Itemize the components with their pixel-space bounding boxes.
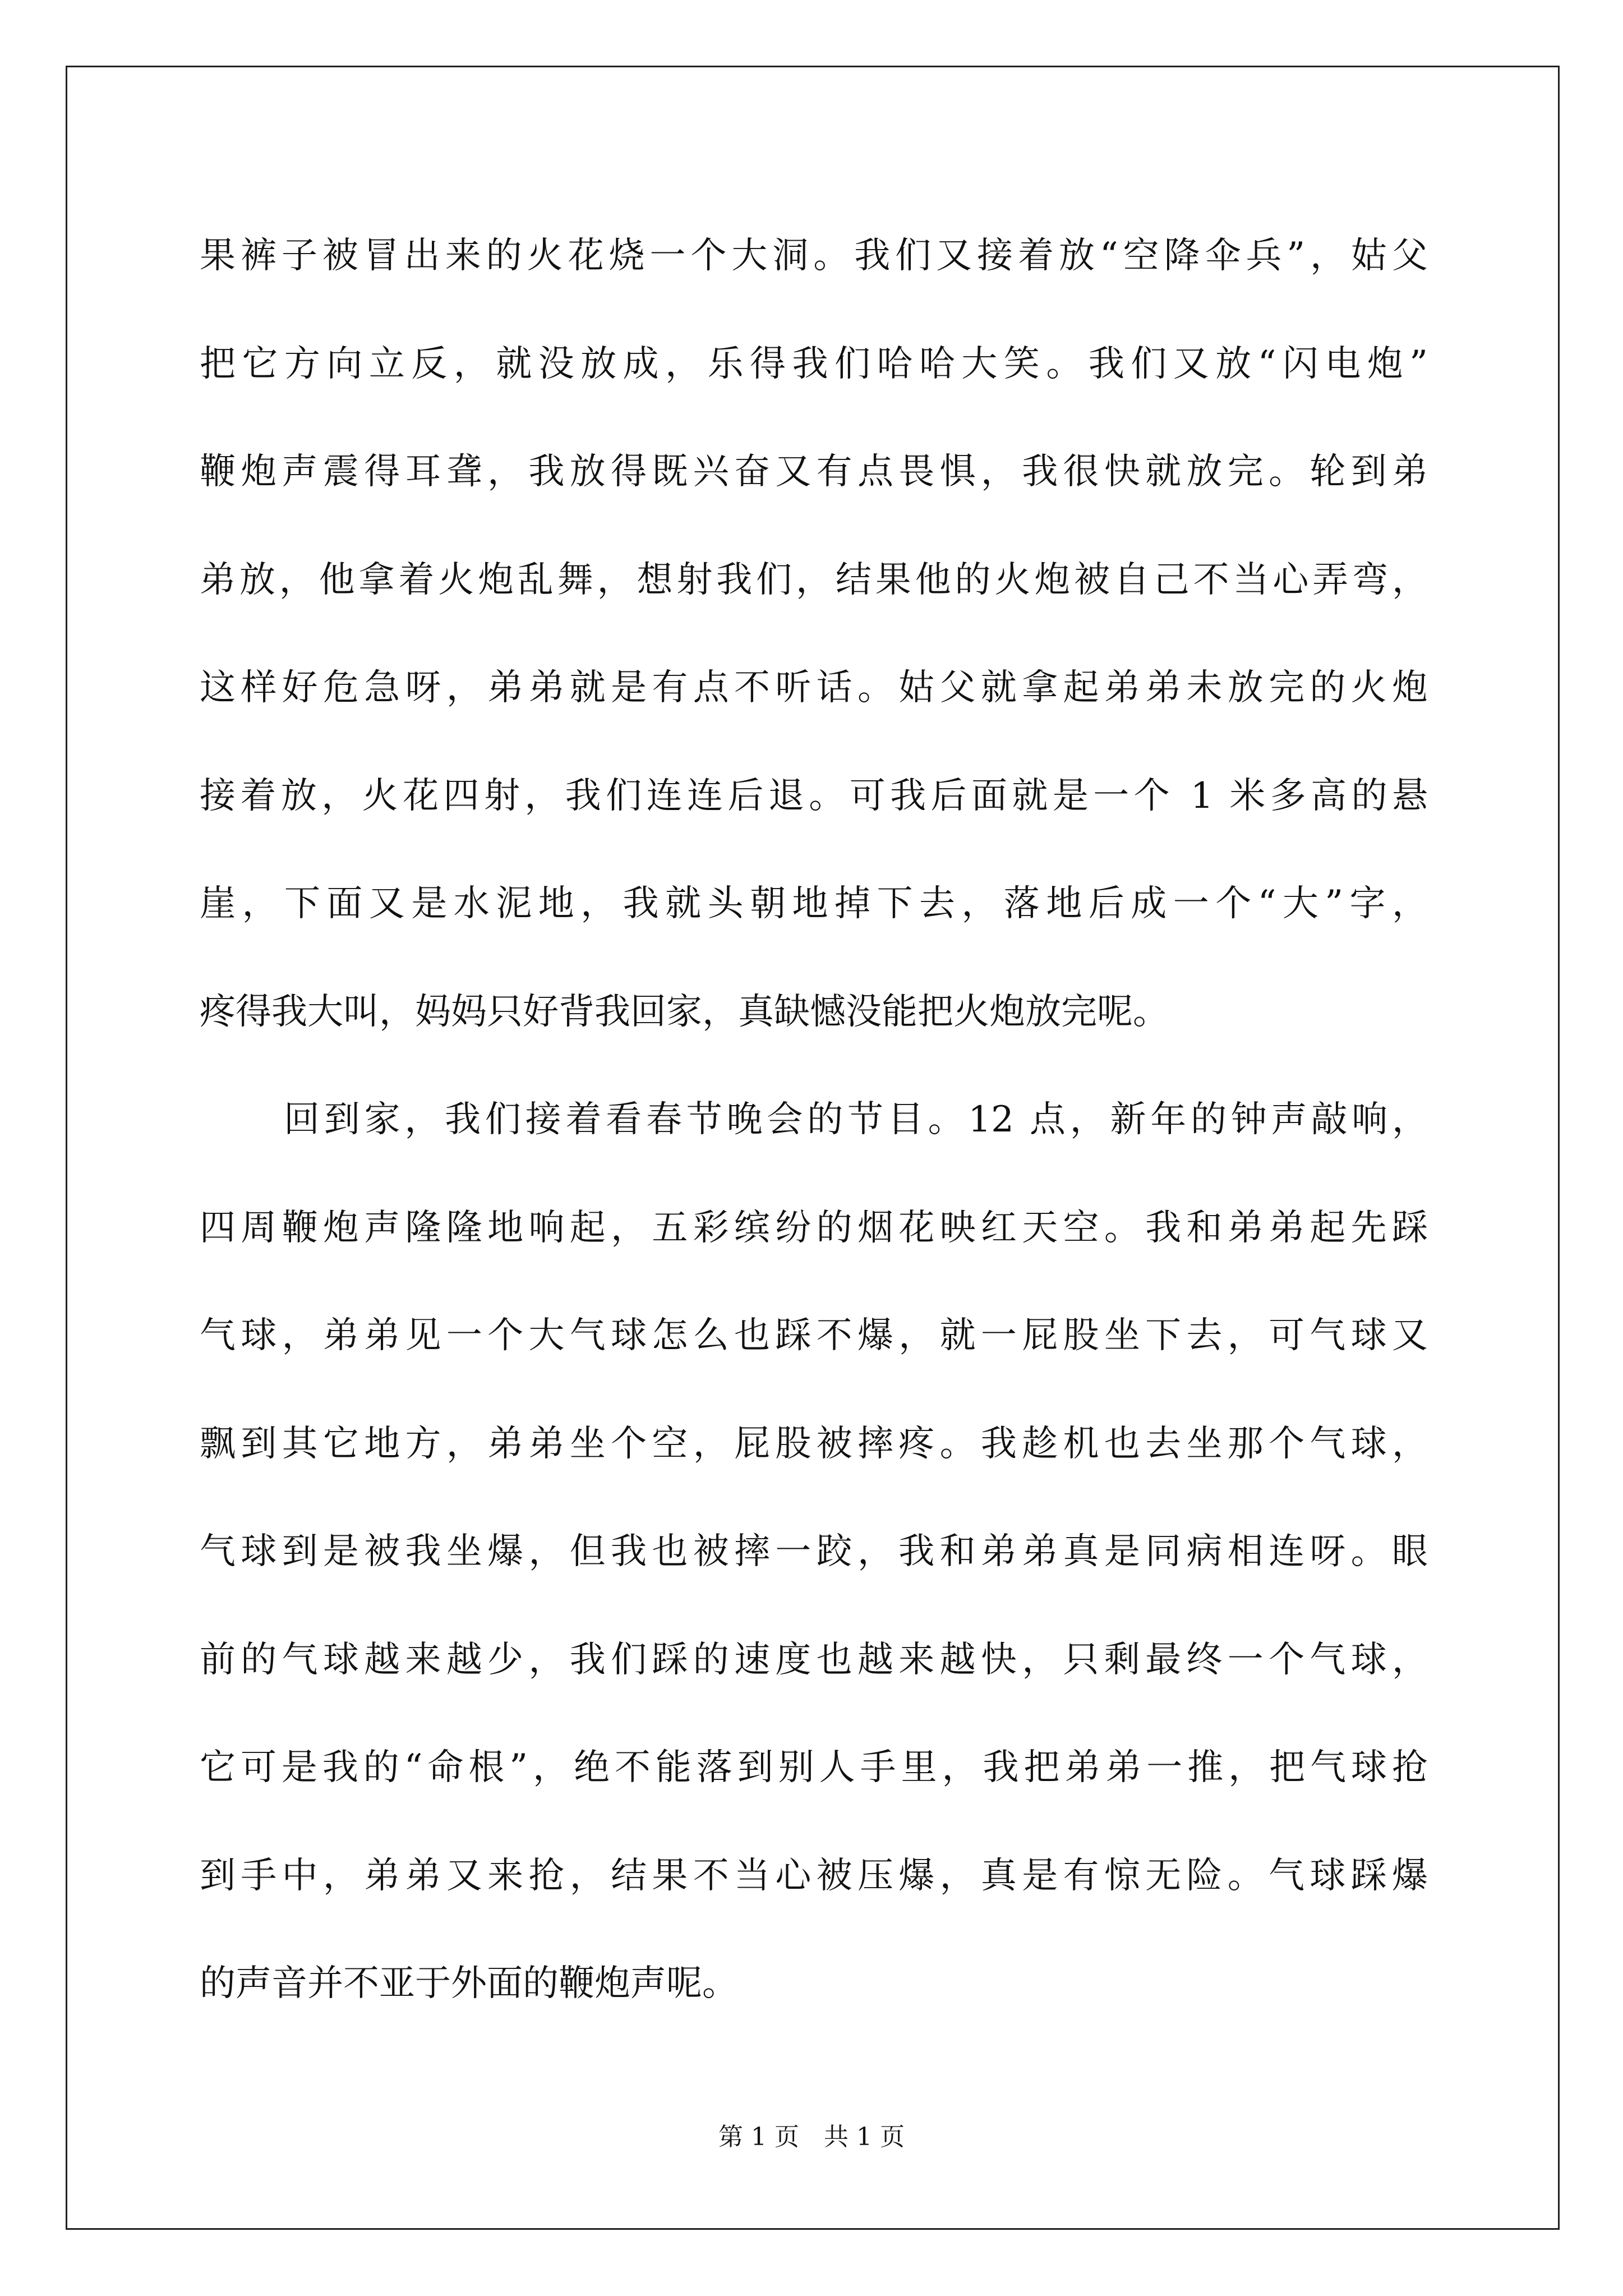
text-line: 回到家，我们接着看春节晚会的节目。12 点，新年的钟声敲响， — [284, 1099, 1428, 1140]
text-line: 飘到其它地方，弟弟坐个空，屁股被摔疼。我趁机也去坐那个气球， — [200, 1423, 1428, 1465]
text-line: 弟放，他拿着火炮乱舞，想射我们，结果他的火炮被自己不当心弄弯， — [200, 559, 1428, 601]
text-line: 果裤子被冒出来的火花烧一个大洞。我们又接着放“空降伞兵”，姑父 — [200, 235, 1428, 277]
text-line: 鞭炮声震得耳聋，我放得既兴奋又有点畏惧，我很快就放完。轮到弟 — [200, 451, 1428, 493]
text-line: 崖，下面又是水泥地，我就头朝地掉下去，落地后成一个“大”字， — [200, 883, 1428, 924]
text-line: 气球，弟弟见一个大气球怎么也踩不爆，就一屁股坐下去，可气球又 — [200, 1315, 1428, 1356]
paragraph-2 — [200, 1066, 1428, 2038]
text-line: 疼得我大叫，妈妈只好背我回家，真缺憾没能把火炮放完呢。 — [200, 991, 1169, 1033]
text-line: 接着放，火花四射，我们连连后退。可我后面就是一个 1 米多高的悬 — [200, 775, 1428, 817]
text-line: 气球到是被我坐爆，但我也被摔一跤，我和弟弟真是同病相连呀。眼 — [200, 1531, 1428, 1572]
document-body — [200, 202, 1428, 2038]
text-line: 的声音并不亚于外面的鞭炮声呢。 — [200, 1963, 738, 2004]
page-footer: 第 1 页 共 1 页 — [718, 2123, 905, 2151]
text-line: 前的气球越来越少，我们踩的速度也越来越快，只剩最终一个气球， — [200, 1639, 1428, 1681]
paragraph-1 — [200, 202, 1428, 1066]
text-line: 它可是我的“命根”，绝不能落到别人手里，我把弟弟一推，把气球抢 — [200, 1747, 1428, 1788]
text-line: 把它方向立反，就没放成，乐得我们哈哈大笑。我们又放“闪电炮” — [200, 343, 1428, 385]
text-line: 到手中，弟弟又来抢，结果不当心被压爆，真是有惊无险。气球踩爆 — [200, 1855, 1428, 1897]
text-line: 这样好危急呀，弟弟就是有点不听话。姑父就拿起弟弟未放完的火炮 — [200, 667, 1428, 708]
text-line: 四周鞭炮声隆隆地响起，五彩缤纷的烟花映红天空。我和弟弟起先踩 — [200, 1207, 1428, 1249]
